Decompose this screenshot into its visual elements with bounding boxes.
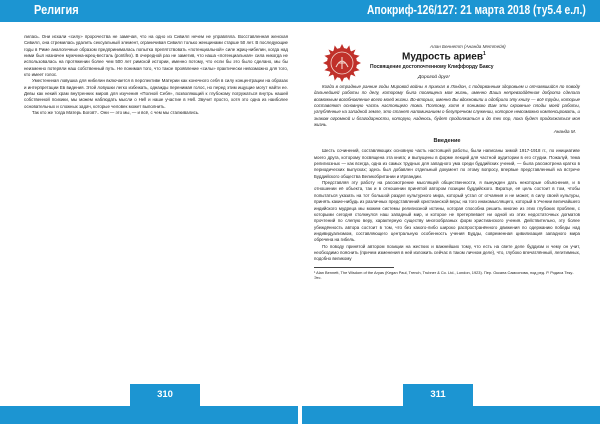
right-column xyxy=(314,84,580,280)
issue-title: Апокриф-126/127: 21 марта 2018 (ту5.4 е.л.) xyxy=(367,3,586,17)
left-paragraph: лилась. Они искали «силу» пророчества не замечая, что на одно из Сивилл нечем не управляла. Восставленная женская Сивилл, она стремилась удалить сексуальный элемент, ограничивая Сивилл только женщинами старше 50 лет. В последующие годы в Риме аналогичные образом предпринималась попытка препятствовать «потенциальной» силе жриц-нибелин, когда над ними был назначен мужчина-жрец-весталь (pontifex). В очередной раз не заметив, что наша «потенциальная» сила никогда не использовалась на протяжении более чем 500 лет римской истории, именно потому, что если бы это было сделано, мы бы неизменно потеряли наш собственный путь. Не понимая того, что такое проявление «силы» практически невозможно для того, кто имеет голос. xyxy=(24,34,288,78)
greeting: Дорогой друг! xyxy=(418,75,450,80)
page-header xyxy=(0,0,600,22)
section-title: Религия xyxy=(34,3,79,17)
article-title-text: Мудрость ариев xyxy=(402,51,483,63)
page-spine xyxy=(298,22,302,424)
dedication-letter: Когда в отрадные ранние годы Мировой войны я приехал в Лондон, с подорванным здоровьем и отчаявшийся по поводу дальнейшей работы по делу, которому была посвящена моя жизнь, именно Ваша непревзойдённая доброта сделала возможным возобновление всего моей жизни. Во-вторых, именно Вы вдохновили и одобрили эту книгу — всё труды, которые составляют основную часть настоящего тома. Поэтому, хотя я понимаю Вам эти скромные плоды моей работы, углублённые на западной земле, это станет напоминанием о безупречном служении, которое невозможно компенсировать, и знаком огромной и благодарности, которую, надеюсь, будет продолжаться и до тех пор, пока будет продолжаться моя жизнь. xyxy=(314,84,580,128)
seal-icon xyxy=(322,43,362,83)
dedication: Посвящение достопочтенному Клиффорду Баксу xyxy=(370,64,494,70)
author-name: Алан Беннетт (Ананда Меттейя) xyxy=(430,44,506,49)
footer-band-left xyxy=(0,406,298,424)
signature: Ананда М. xyxy=(553,129,576,135)
page-number-left: 310 xyxy=(130,384,200,406)
footer-band-right xyxy=(302,406,600,424)
footnote-marker: 1 xyxy=(483,51,486,57)
page-number-right: 311 xyxy=(403,384,473,406)
left-paragraph: Уместеннная ловушка для нибелин включается в перспективе Материи как конечного себя в силу концентрации на образах и интерпретации Ев видения. Этой ловушки легко избежать, однажды перенимая голос, но перед этим ищущие могут найти ее. Девы как некий храм внутренних миров для изучения «Полной Себя», позволяющий к глубокому погружаться внутрь нашей собственной психики, мы можем наблюдать мысли о Hell и наше участие в Hell. Звучит просто, хотя это одна из наиболее основательных и сложных задач, которые человек может выполнить. xyxy=(24,78,288,109)
right-paragraph: По поводу принятой автором позиции на жестких и важнейших тому, что есть на свете деле буддизм и чему он учит, необходимо пояснить (причем изменения в ней изложить сейчас в таком личном деле), что, глубоко впечатлённый, легитимных, подобно великому xyxy=(314,243,580,262)
right-paragraph: Шесть сочинений, составляющих основную часть настоящей работы, были написаны зимой 1917-1918 гг., по инициативе моего друга, которому посвящена эта книга; и выпущены в форме лекций для частной аудитории в его студии. Пожалуй, тема религиозных — как всегда, одна из самых трудных для западного ума среди буддийских учений, — была рассмотрена кратко в периодических выпусках; здесь был добавлен отдельный документ по этому вопросу, впервые представленный на встрече Буддийского общества Великобритании и Ирландии. xyxy=(314,148,580,179)
article-title xyxy=(402,51,486,62)
footnote-divider xyxy=(314,267,394,268)
footnote: ¹ Alan Bennett, The Wisdom of the Aryas (Kegan Paul, Trench, Trubner & Co. Ltd., London, 1923). Пер. Оксана Самсонова, под ред. Р. Родиса Теку-Этс. xyxy=(314,269,574,280)
left-paragraph: Так кто же тогда Матерь Богов?.. Они — это мы, — и всё, с чем мы сталкивались. xyxy=(32,110,200,116)
right-paragraph: Представляя эту работу на рассмотрение мыслящей общественности, я вынужден дать некоторые объяснения, и в отношении её объекта, так и в отношении принятой автором позиции буддийского. Вкратце, её цель состоит в том, чтобы попытаться указать на тот большой раздел культурного мира, который устал от отчаяния и не может, в силу своей культуры, принять какие-нибудь из различных представлений христианской веры; на того инакомыслящего, который в Учении величайшего индийского мудреца мы можем системы религиозной истины, которая способна решить многие из этих глубоких проблем, с которыми сегодня столкнулся наш западный мир, и которое не претерпевает ни одной из этих недостаточных догматов прочтений по слепую веру, характерную существу многообразных форм христианского учения. Действительно, эту более убеждённость автора состоит в том, что без какого-либо широко распространённого движения по одержанию победы над индивидуализмом, составляющего центральную особенность учения Будды, современная цивилизация западного мира обречена на гибель. xyxy=(314,180,580,243)
section-heading: Введение xyxy=(433,138,461,145)
left-column xyxy=(24,34,288,116)
